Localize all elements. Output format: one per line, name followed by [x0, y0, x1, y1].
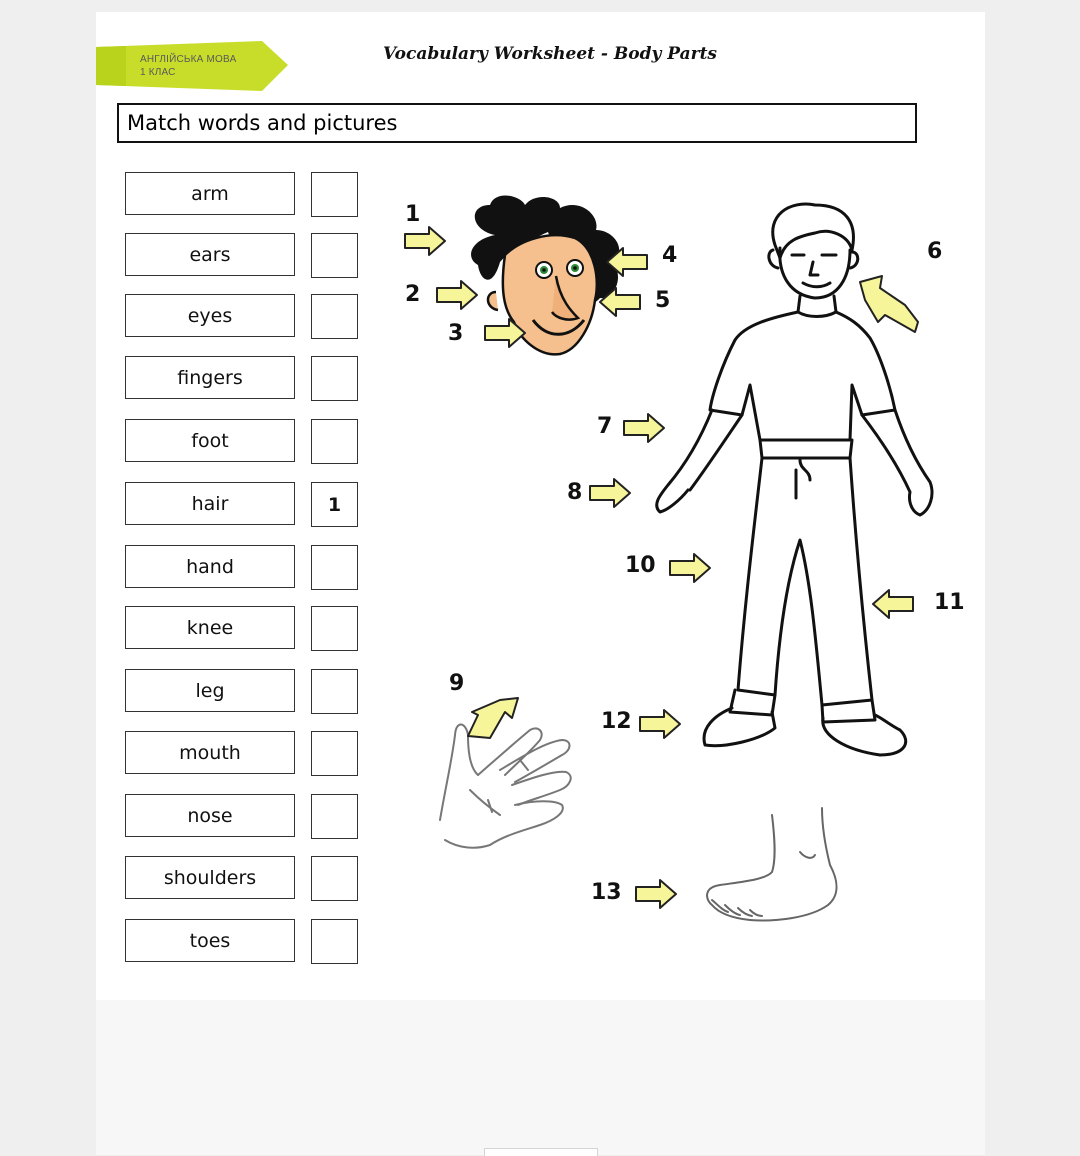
hand-drawing-icon: [440, 724, 571, 847]
page-bottom-area: [96, 1000, 985, 1155]
word-box: nose: [125, 794, 295, 837]
arrow-1-icon: [405, 227, 445, 255]
number-label: 4: [662, 243, 678, 268]
number-label: 6: [927, 239, 943, 264]
word-box: fingers: [125, 356, 295, 399]
answer-box[interactable]: 1: [311, 482, 358, 527]
arrow-10-icon: [670, 554, 710, 582]
number-label: 9: [449, 671, 465, 696]
number-label: 2: [405, 282, 421, 307]
number-label: 7: [597, 414, 613, 439]
arrow-9-icon: [468, 698, 518, 738]
word-box: toes: [125, 919, 295, 962]
number-label: 11: [934, 590, 965, 615]
word-box: hand: [125, 545, 295, 588]
number-label: 5: [655, 288, 671, 313]
boy-figure-icon: [657, 204, 932, 755]
word-box: mouth: [125, 731, 295, 774]
arrow-11-icon: [873, 590, 913, 618]
word-box: shoulders: [125, 856, 295, 899]
grade-label: 1 КЛАС: [140, 67, 176, 78]
subject-label: АНГЛІЙСЬКА МОВА: [140, 54, 237, 65]
word-box: foot: [125, 419, 295, 462]
foot-drawing-icon: [707, 808, 836, 920]
worksheet-title: Vocabulary Worksheet - Body Parts: [383, 44, 718, 64]
word-box: knee: [125, 606, 295, 649]
number-label: 8: [567, 480, 583, 505]
number-label: 3: [448, 321, 464, 346]
arrow-12-icon: [640, 710, 680, 738]
word-box: ears: [125, 233, 295, 276]
word-box: eyes: [125, 294, 295, 337]
number-label: 13: [591, 880, 622, 905]
number-label: 12: [601, 709, 632, 734]
word-box: hair: [125, 482, 295, 525]
arrow-2-icon: [437, 281, 477, 309]
arrow-6-icon: [860, 276, 918, 332]
number-label: 10: [625, 553, 656, 578]
number-label: 1: [405, 202, 421, 227]
word-box: leg: [125, 669, 295, 712]
arrow-8-icon: [590, 479, 630, 507]
word-box: arm: [125, 172, 295, 215]
arrow-7-icon: [624, 414, 664, 442]
arrow-13-icon: [636, 880, 676, 908]
instruction-text: Match words and pictures: [127, 111, 398, 135]
